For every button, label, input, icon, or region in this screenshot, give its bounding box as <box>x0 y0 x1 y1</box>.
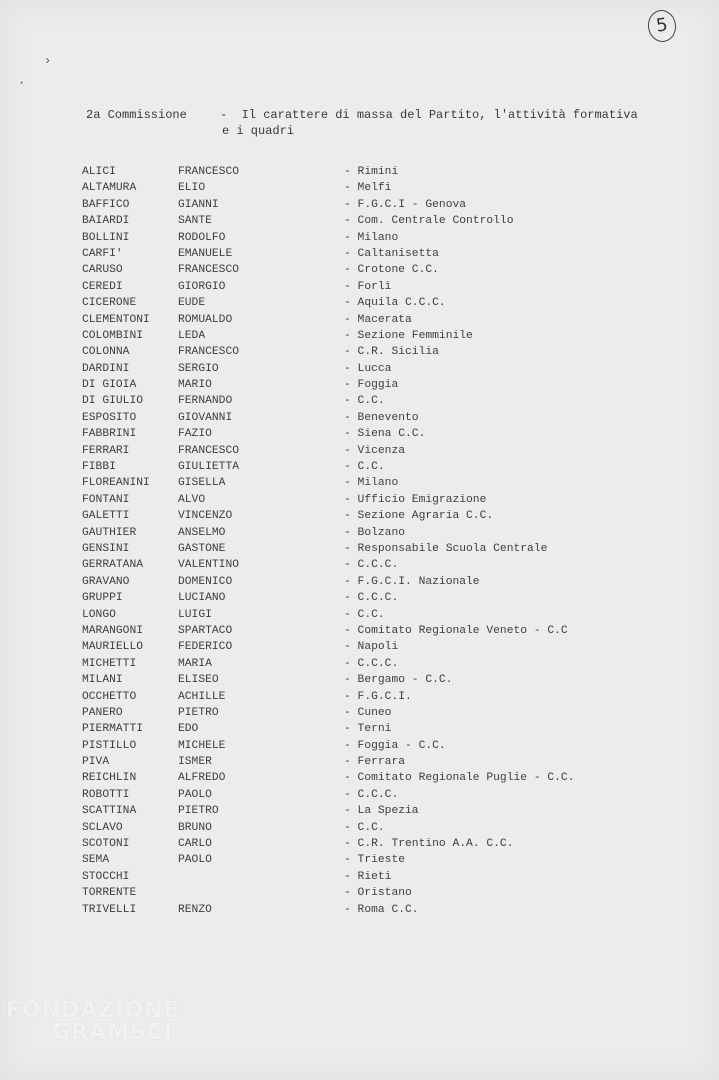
member-row <box>82 672 682 688</box>
member-affiliation: - C.C.C. <box>344 788 399 801</box>
member-first-name: CARLO <box>178 838 212 851</box>
member-affiliation: - Napoli <box>344 641 399 654</box>
member-affiliation: - C.R. Trentino A.A. C.C. <box>344 838 514 851</box>
member-row <box>82 262 682 278</box>
member-affiliation: - Milano <box>344 477 399 490</box>
member-row <box>82 787 682 803</box>
member-row <box>82 508 682 524</box>
member-affiliation: - Forlì <box>344 280 392 293</box>
member-row <box>82 475 682 491</box>
member-first-name: PIETRO <box>178 706 219 719</box>
member-first-name: FRANCESCO <box>178 166 240 178</box>
member-affiliation: - C.R. Sicilia <box>344 346 439 359</box>
member-affiliation: - Sezione Femminile <box>344 329 473 342</box>
member-affiliation: - Melfi <box>344 182 392 195</box>
member-row <box>82 361 682 377</box>
member-affiliation: - Oristano <box>344 887 412 900</box>
member-surname: SCOTONI <box>82 838 130 851</box>
member-surname: TRIVELLI <box>82 903 137 916</box>
member-row <box>82 902 682 918</box>
member-first-name: GISELLA <box>178 477 226 490</box>
member-first-name: RENZO <box>178 903 212 916</box>
member-affiliation: - C.C. <box>344 395 385 408</box>
member-first-name: EDO <box>178 723 199 736</box>
member-surname: FERRARI <box>82 444 130 457</box>
member-row <box>82 393 682 409</box>
member-surname: TORRENTE <box>82 887 137 900</box>
member-surname: BAFFICO <box>82 198 130 211</box>
member-first-name: FRANCESCO <box>178 264 240 277</box>
member-surname: CICERONE <box>82 297 137 310</box>
member-row <box>82 197 682 213</box>
member-surname: CLEMENTONI <box>82 313 150 326</box>
member-surname: ROBOTTI <box>82 788 130 801</box>
member-affiliation: - F.G.C.I. <box>344 690 412 703</box>
member-row <box>82 836 682 852</box>
member-affiliation: - Macerata <box>344 313 412 326</box>
member-affiliation: - Caltanisetta <box>344 247 439 260</box>
member-surname: FLOREANINI <box>82 477 150 490</box>
member-affiliation: - Sezione Agraria C.C. <box>344 510 494 523</box>
member-surname: BAIARDI <box>82 215 130 228</box>
member-row <box>82 492 682 508</box>
member-first-name: EMANUELE <box>178 247 233 260</box>
member-surname: REICHLIN <box>82 772 137 785</box>
member-affiliation: - Rimini <box>344 166 399 178</box>
member-surname: PIVA <box>82 756 110 769</box>
member-first-name: FRANCESCO <box>178 346 240 359</box>
member-affiliation: - Bergamo - C.C. <box>344 674 453 687</box>
member-row <box>82 607 682 623</box>
member-surname: GENSINI <box>82 542 130 555</box>
member-row <box>82 852 682 868</box>
member-surname: PISTILLO <box>82 739 137 752</box>
member-surname: ALTAMURA <box>82 182 137 195</box>
commission-title-continued: e i quadri <box>222 124 295 138</box>
member-row <box>82 803 682 819</box>
member-first-name: PAOLO <box>178 788 212 801</box>
member-affiliation: - Responsabile Scuola Centrale <box>344 542 548 555</box>
member-surname: GERRATANA <box>82 559 144 572</box>
member-first-name: FERNANDO <box>178 395 233 408</box>
member-affiliation: - Com. Centrale Controllo <box>344 215 514 228</box>
member-first-name: SPARTACO <box>178 624 233 637</box>
member-surname: FABBRINI <box>82 428 137 441</box>
fondazione-gramsci-watermark: FONDAZIONE GRAMSCI <box>6 998 180 1045</box>
member-row <box>82 705 682 721</box>
member-affiliation: - Milano <box>344 231 399 244</box>
member-row <box>82 295 682 311</box>
member-affiliation: - Siena C.C. <box>344 428 426 441</box>
member-surname: BOLLINI <box>82 231 130 244</box>
member-affiliation: - Ferrara <box>344 756 406 769</box>
member-affiliation: - C.C. <box>344 461 385 474</box>
member-row <box>82 246 682 262</box>
member-roster <box>82 164 682 918</box>
member-row <box>82 770 682 786</box>
member-first-name: ALVO <box>178 493 206 506</box>
member-surname: FIBBI <box>82 461 116 474</box>
ink-mark: · <box>18 76 26 90</box>
member-surname: MARANGONI <box>82 624 144 637</box>
member-affiliation: - Vicenza <box>344 444 406 457</box>
member-affiliation: - Lucca <box>344 362 392 375</box>
member-affiliation: - C.C. <box>344 608 385 621</box>
ink-mark: › <box>44 54 52 68</box>
member-affiliation: - Aquila C.C.C. <box>344 297 446 310</box>
member-first-name: ISMER <box>178 756 212 769</box>
member-affiliation: - Ufficio Emigrazione <box>344 493 487 506</box>
member-affiliation: - Benevento <box>344 411 419 424</box>
member-row <box>82 344 682 360</box>
member-surname: LONGO <box>82 608 116 621</box>
member-row <box>82 639 682 655</box>
member-surname: GRAVANO <box>82 575 130 588</box>
member-surname: MILANI <box>82 674 123 687</box>
member-row <box>82 869 682 885</box>
member-affiliation: - Rieti <box>344 870 392 883</box>
member-surname: CARUSO <box>82 264 123 277</box>
member-row <box>82 820 682 836</box>
member-first-name: PIETRO <box>178 805 219 818</box>
member-affiliation: - Crotone C.C. <box>344 264 439 277</box>
member-first-name: FAZIO <box>178 428 212 441</box>
member-affiliation: - Comitato Regionale Puglie - C.C. <box>344 772 575 785</box>
member-first-name: ANSELMO <box>178 526 226 539</box>
member-affiliation: - C.C.C. <box>344 657 399 670</box>
member-first-name: LEDA <box>178 329 206 342</box>
member-row <box>82 459 682 475</box>
member-affiliation: - Roma C.C. <box>344 903 419 916</box>
member-row <box>82 557 682 573</box>
member-row <box>82 410 682 426</box>
member-row <box>82 279 682 295</box>
member-affiliation: - Bolzano <box>344 526 406 539</box>
member-surname: COLOMBINI <box>82 329 144 342</box>
member-first-name: GIOVANNI <box>178 411 233 424</box>
member-surname: MAURIELLO <box>82 641 144 654</box>
member-surname: DI GIULIO <box>82 395 144 408</box>
member-surname: OCCHETTO <box>82 690 137 703</box>
member-row <box>82 443 682 459</box>
member-row <box>82 164 682 180</box>
member-row <box>82 721 682 737</box>
member-affiliation: - C.C.C. <box>344 592 399 605</box>
member-affiliation: - C.C.C. <box>344 559 399 572</box>
member-affiliation: - Comitato Regionale Veneto - C.C <box>344 624 568 637</box>
member-first-name: GASTONE <box>178 542 226 555</box>
member-first-name: GIORGIO <box>178 280 226 293</box>
member-first-name: ELISEO <box>178 674 219 687</box>
member-first-name: VALENTINO <box>178 559 240 572</box>
member-row <box>82 656 682 672</box>
member-first-name: MARIA <box>178 657 212 670</box>
commission-label: 2a Commissione <box>86 108 187 122</box>
member-surname: STOCCHI <box>82 870 130 883</box>
member-first-name: ROMUALDO <box>178 313 233 326</box>
member-surname: CARFI' <box>82 247 123 260</box>
member-surname: GRUPPI <box>82 592 123 605</box>
member-row <box>82 180 682 196</box>
member-first-name: SERGIO <box>178 362 219 375</box>
member-surname: PIERMATTI <box>82 723 144 736</box>
member-affiliation: - F.G.C.I. Nazionale <box>344 575 480 588</box>
member-first-name: EUDE <box>178 297 206 310</box>
member-row <box>82 213 682 229</box>
heading-dash: - <box>220 108 228 122</box>
member-row <box>82 377 682 393</box>
member-surname: DI GIOIA <box>82 379 137 392</box>
member-first-name: ALFREDO <box>178 772 226 785</box>
member-row <box>82 590 682 606</box>
member-row <box>82 885 682 901</box>
commission-title: Il carattere di massa del Partito, l'attività formativa <box>241 108 638 122</box>
member-row <box>82 426 682 442</box>
member-row <box>82 312 682 328</box>
member-row <box>82 525 682 541</box>
member-surname: SEMA <box>82 854 110 867</box>
member-surname: DARDINI <box>82 362 130 375</box>
member-first-name: LUIGI <box>178 608 212 621</box>
member-first-name: PAOLO <box>178 854 212 867</box>
member-affiliation: - Foggia - C.C. <box>344 739 446 752</box>
member-row <box>82 230 682 246</box>
member-surname: PANERO <box>82 706 123 719</box>
member-first-name: BRUNO <box>178 821 212 834</box>
member-first-name: ELIO <box>178 182 206 195</box>
member-affiliation: - Trieste <box>344 854 406 867</box>
member-first-name: FEDERICO <box>178 641 233 654</box>
member-affiliation: - Cuneo <box>344 706 392 719</box>
member-surname: FONTANI <box>82 493 130 506</box>
member-first-name: RODOLFO <box>178 231 226 244</box>
member-affiliation: - F.G.C.I - Genova <box>344 198 467 211</box>
member-affiliation: - Terni <box>344 723 392 736</box>
member-first-name: MARIO <box>178 379 212 392</box>
member-surname: GALETTI <box>82 510 130 523</box>
member-affiliation: - La Spezia <box>344 805 419 818</box>
member-row <box>82 738 682 754</box>
member-surname: ESPOSITO <box>82 411 137 424</box>
member-first-name: DOMENICO <box>178 575 233 588</box>
member-surname: SCATTINA <box>82 805 137 818</box>
member-first-name: ACHILLE <box>178 690 226 703</box>
member-row <box>82 623 682 639</box>
member-first-name: GIANNI <box>178 198 219 211</box>
member-surname: MICHETTI <box>82 657 137 670</box>
member-row <box>82 328 682 344</box>
member-row <box>82 541 682 557</box>
member-surname: COLONNA <box>82 346 130 359</box>
member-first-name: SANTE <box>178 215 212 228</box>
member-first-name: MICHELE <box>178 739 226 752</box>
member-row <box>82 574 682 590</box>
member-row <box>82 689 682 705</box>
member-surname: ALICI <box>82 166 116 178</box>
member-surname: CEREDI <box>82 280 123 293</box>
member-first-name: GIULIETTA <box>178 461 240 474</box>
member-row <box>82 754 682 770</box>
member-affiliation: - Foggia <box>344 379 399 392</box>
commission-heading <box>86 107 686 139</box>
member-first-name: FRANCESCO <box>178 444 240 457</box>
member-surname: SCLAVO <box>82 821 123 834</box>
member-affiliation: - C.C. <box>344 821 385 834</box>
member-first-name: LUCIANO <box>178 592 226 605</box>
page-number: 5 <box>646 8 678 44</box>
member-first-name: VINCENZO <box>178 510 233 523</box>
member-surname: GAUTHIER <box>82 526 137 539</box>
